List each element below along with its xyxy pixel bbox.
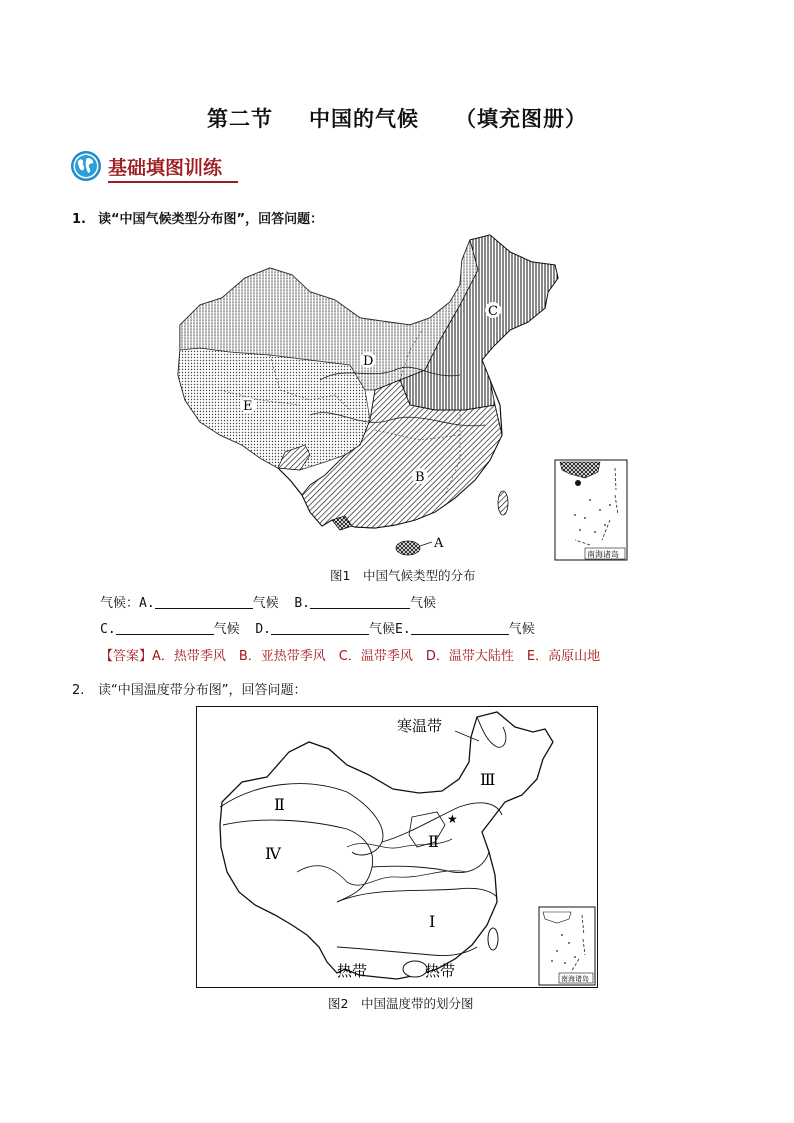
blank-b[interactable] <box>310 595 410 609</box>
question-text: 读“中国气候类型分布图”，回答问题： <box>98 212 324 227</box>
fill-label-d: D. <box>255 622 271 637</box>
zone-label-cold-temperate: 寒温带 <box>397 717 443 735</box>
south-china-sea-inset <box>555 460 627 560</box>
title-section-number: 第二节 <box>207 106 273 131</box>
title-topic: 中国的气候 <box>309 106 419 131</box>
zone-label-iv: Ⅳ <box>265 844 281 863</box>
fill-prefix: 气候：A. <box>100 596 155 611</box>
fill-row-2 <box>100 618 535 637</box>
section-title: 基础填图训练 <box>108 157 223 179</box>
inset-label: 南海诸岛 <box>561 975 589 983</box>
question-text: 读“中国温度带分布图”，回答问题： <box>98 683 307 698</box>
question-number: 2. <box>72 683 85 698</box>
temperature-zone-map <box>196 706 598 988</box>
question-2 <box>72 679 306 698</box>
inset-label: 南海诸岛 <box>587 550 619 559</box>
fill-label-c: C. <box>100 622 116 637</box>
figure-1-caption: 图1 中国气候类型的分布 <box>330 568 476 583</box>
fill-label-b: B. <box>294 596 310 611</box>
zone-label-tropical-1: 热带 <box>337 962 368 980</box>
fill-label-e: E. <box>395 622 411 637</box>
blank-a[interactable] <box>155 595 253 609</box>
climate-type-map <box>160 230 630 565</box>
page-title <box>0 103 794 133</box>
region-label-c: C <box>488 304 498 319</box>
region-label-d: D <box>363 354 374 369</box>
star-marker: ★ <box>447 812 458 826</box>
globe-icon <box>70 150 102 182</box>
fill-row-1 <box>100 592 436 611</box>
fill-suffix-a: 气候 <box>252 596 279 611</box>
fill-suffix-b: 气候 <box>409 596 436 611</box>
question-number: 1. <box>72 212 86 227</box>
fill-suffix-c: 气候 <box>213 622 240 637</box>
blank-e[interactable] <box>411 621 509 635</box>
region-label-e: E <box>243 399 253 414</box>
question-1 <box>72 208 323 227</box>
region-label-b: B <box>415 470 425 485</box>
blank-c[interactable] <box>116 621 214 635</box>
zone-label-iii: Ⅲ <box>480 770 496 789</box>
fill-suffix-e: 气候 <box>508 622 535 637</box>
zone-label-ii-east: Ⅱ <box>428 832 439 851</box>
blank-d[interactable] <box>271 621 369 635</box>
section-underline <box>108 181 238 183</box>
zone-label-tropical-2: 热带 <box>425 962 456 980</box>
title-suffix: （填充图册） <box>455 106 587 131</box>
region-label-a: A <box>434 536 444 551</box>
zone-label-ii-west: Ⅱ <box>274 795 285 814</box>
zone-label-i: Ⅰ <box>429 912 436 931</box>
answer-text: 【答案】A．热带季风 B．亚热带季风 C．温带季风 D．温带大陆性 E．高原山地 <box>100 649 601 664</box>
fill-suffix-d: 气候 <box>368 622 395 637</box>
south-china-sea-inset <box>539 907 595 985</box>
figure-2-caption: 图2 中国温度带的划分图 <box>328 996 474 1011</box>
